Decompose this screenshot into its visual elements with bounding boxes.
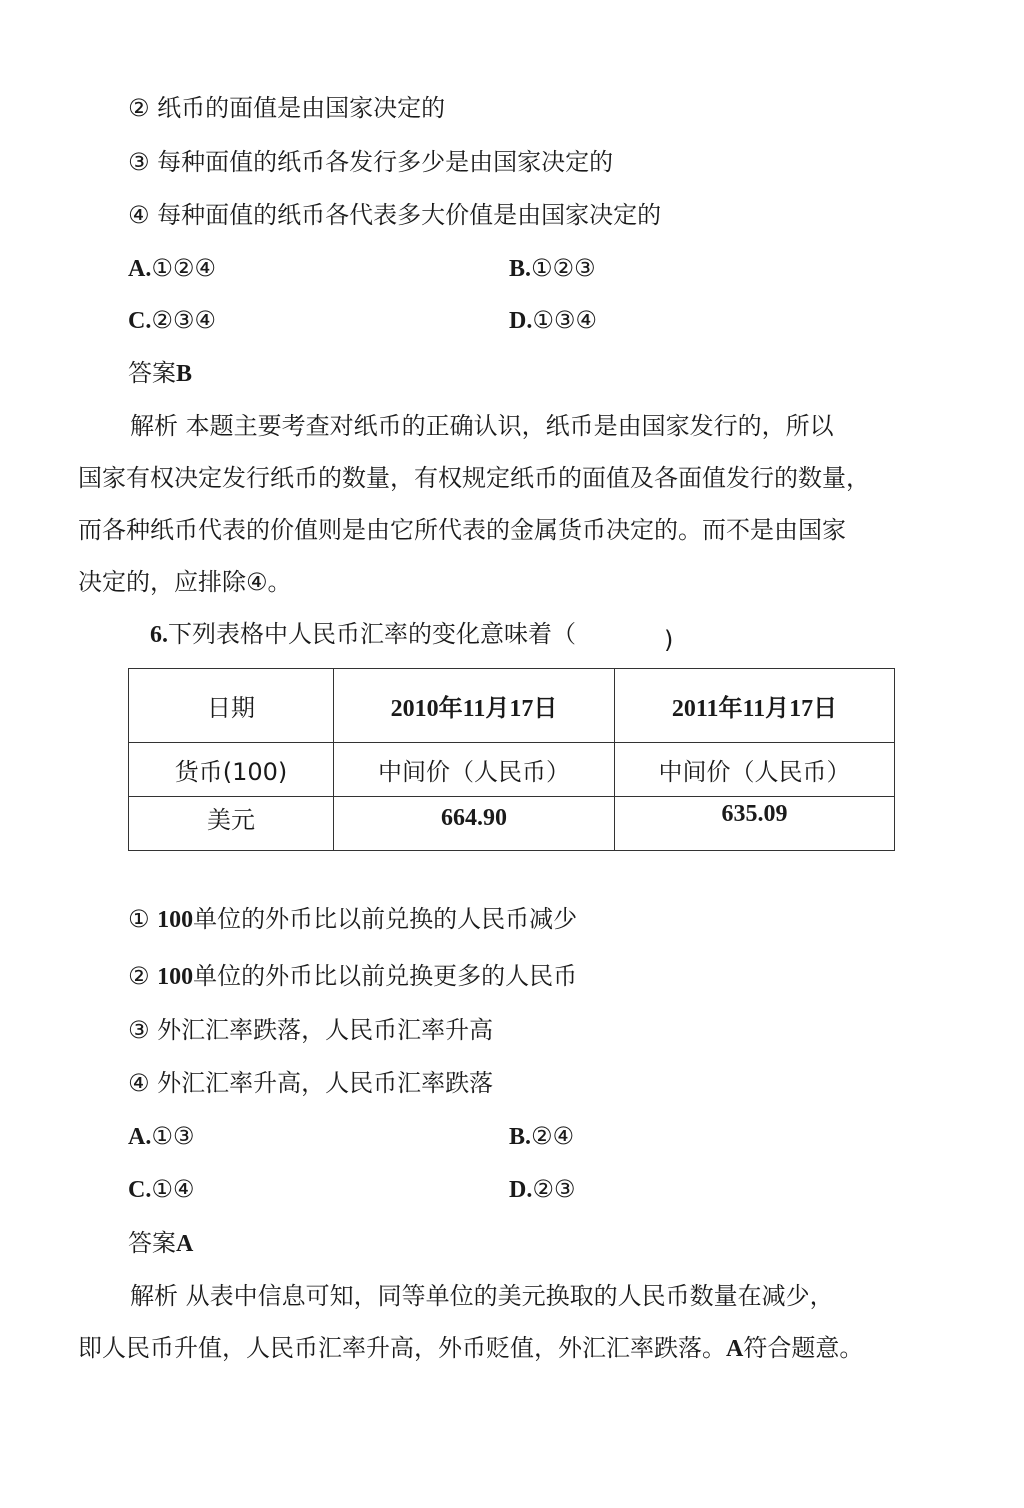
option-letter: C. [128, 1177, 152, 1203]
answer-value: B [176, 361, 193, 387]
table-cell-usd-2010: 664.90 [441, 804, 507, 831]
q5-statement-3: ③ 每种面值的纸币各发行多少是由国家决定的 [128, 148, 614, 176]
q5-analysis-line-1: 解析 本题主要考查对纸币的正确认识，纸币是由国家发行的，所以 [130, 412, 834, 440]
option-text: ①③④ [532, 306, 597, 334]
q5-option-a [128, 252, 216, 285]
table-header-date: 日期 [207, 694, 255, 722]
q5-analysis-line-4: 决定的，应排除④。 [78, 568, 292, 596]
statement-number-value: 100 [157, 964, 194, 990]
q5-answer [128, 357, 192, 390]
question-number: 6. [150, 622, 168, 648]
q5-analysis-line-3: 而各种纸币代表的价值则是由它所代表的金属货币决定的。而不是由国家 [78, 516, 846, 544]
answer-label: 答案 [128, 359, 176, 387]
q6-statement-1 [128, 903, 577, 936]
option-letter: C. [128, 308, 152, 334]
q6-statement-3: ③ 外汇汇率跌落，人民币汇率升高 [128, 1016, 494, 1044]
option-letter: A. [128, 1124, 152, 1150]
q5-option-b [509, 252, 596, 285]
q6-answer [128, 1227, 193, 1260]
q6-stem-close: ) [664, 626, 674, 654]
option-letter: D. [509, 308, 533, 334]
answer-value: A [176, 1231, 194, 1257]
q6-stem [150, 618, 576, 651]
analysis-answer-letter: A [726, 1336, 744, 1362]
table-header-2010: 2010年11月17日 [390, 696, 558, 722]
q6-statement-2 [128, 960, 577, 993]
table-cell-midprice-2011: 中间价（人民币） [658, 758, 851, 786]
table-rule [128, 850, 895, 851]
table-cell-midprice-2010: 中间价（人民币） [378, 758, 570, 786]
currency-label: 货币(100) [174, 758, 288, 786]
q5-analysis-line-2: 国家有权决定发行纸币的数量，有权规定纸币的面值及各面值发行的数量， [78, 464, 870, 492]
q6-analysis-line-1: 解析 从表中信息可知，同等单位的美元换取的人民币数量在减少， [130, 1282, 834, 1310]
q5-statement-2: ② 纸币的面值是由国家决定的 [128, 94, 446, 122]
statement-number-value: 100 [157, 907, 194, 933]
option-text: ②④ [531, 1122, 575, 1150]
statement-text: 单位的外币比以前兑换更多的人民币 [193, 962, 578, 990]
table-cell-usd-2011: 635.09 [721, 800, 788, 827]
option-letter: B. [509, 1124, 532, 1150]
option-letter: D. [509, 1177, 533, 1203]
option-text: ①②④ [151, 254, 216, 282]
q6-analysis-line-2 [78, 1332, 863, 1365]
q5-option-c [128, 304, 216, 337]
option-text: ①③ [151, 1122, 195, 1150]
analysis-text: 符合题意。 [743, 1334, 864, 1362]
statement-number: ② [128, 962, 150, 990]
q6-option-c [128, 1173, 194, 1206]
option-text: ②③④ [151, 306, 216, 334]
option-text: ①④ [151, 1175, 195, 1203]
question-text: 下列表格中人民币汇率的变化意味着（ [168, 620, 576, 648]
option-letter: B. [509, 256, 532, 282]
table-cell-usd: 美元 [207, 805, 255, 834]
statement-text: 单位的外币比以前兑换的人民币减少 [193, 905, 578, 933]
option-text: ②③ [532, 1175, 576, 1203]
analysis-text: 即人民币升值，人民币汇率升高，外币贬值，外汇汇率跌落。 [78, 1334, 726, 1362]
q6-statement-4: ④ 外汇汇率升高，人民币汇率跌落 [128, 1069, 494, 1097]
option-text: ①②③ [531, 254, 596, 282]
table-rule [894, 668, 895, 851]
q6-option-a [128, 1120, 194, 1153]
option-letter: A. [128, 256, 152, 282]
answer-label: 答案 [128, 1229, 176, 1257]
q5-statement-4: ④ 每种面值的纸币各代表多大价值是由国家决定的 [128, 201, 662, 229]
statement-number: ① [128, 905, 150, 933]
table-header-2011: 2011年11月17日 [671, 696, 838, 722]
q5-option-d [509, 304, 597, 337]
q6-option-d [509, 1173, 575, 1206]
q6-option-b [509, 1120, 574, 1153]
table-cell-currency [129, 743, 333, 796]
